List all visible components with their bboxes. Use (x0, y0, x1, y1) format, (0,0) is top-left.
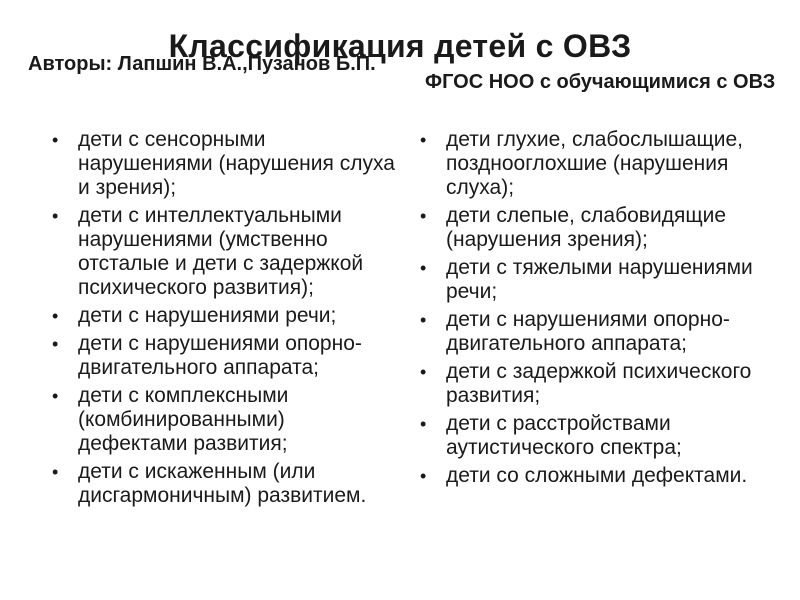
list-item (50, 204, 400, 300)
bullet-icon: • (52, 386, 59, 406)
list-item-text: дети с сенсорными нарушениями (нарушения слуха и зрения); (78, 128, 395, 199)
left-bullet-list (50, 128, 400, 512)
bullet-icon: • (420, 362, 427, 382)
list-item-text: дети с тяжелыми нарушениями речи; (446, 256, 753, 303)
list-item-text: дети со сложными дефектами. (446, 464, 748, 487)
list-item-text: дети с расстройствами аутистического спектра; (446, 412, 682, 459)
bullet-icon: • (52, 130, 59, 150)
right-bullet-list (418, 128, 790, 492)
bullet-icon: • (52, 306, 59, 326)
list-item-text: дети слепые, слабовидящие (нарушения зрения); (446, 204, 727, 251)
list-item (50, 128, 400, 200)
list-item (50, 304, 400, 328)
list-item-text: дети с нарушениями речи; (78, 304, 337, 327)
list-item (418, 308, 790, 356)
bullet-icon: • (420, 258, 427, 278)
bullet-icon: • (420, 206, 427, 226)
list-item (418, 204, 790, 252)
list-item (418, 412, 790, 460)
list-item-text: дети с комплексными (комбинированными) дефектами развития; (78, 384, 289, 455)
bullet-icon: • (420, 130, 427, 150)
right-column-heading: ФГОС НОО с обучающимися с ОВЗ (425, 71, 776, 93)
list-item (418, 128, 790, 200)
list-item-text: дети с задержкой психического развития; (446, 360, 752, 407)
list-item-text: дети с искаженным (или дисгармоничным) развитием. (78, 460, 367, 507)
list-item-text: дети с нарушениями опорно-двигательного аппарата; (446, 308, 730, 355)
bullet-icon: • (52, 462, 59, 482)
slide-title: Классификация детей с ОВЗ (168, 28, 632, 64)
list-item (50, 384, 400, 456)
bullet-icon: • (420, 414, 427, 434)
list-item (418, 464, 790, 488)
list-item (418, 256, 790, 304)
list-item-text: дети с интеллектуальными нарушениями (умственно отсталые и дети с задержкой психического развития); (78, 204, 364, 299)
bullet-icon: • (420, 310, 427, 330)
left-column-heading: Авторы: Лапшин В.А.,Пузанов Б.П. (28, 53, 376, 75)
list-item (50, 460, 400, 508)
list-item (50, 332, 400, 380)
list-item-text: дети с нарушениями опорно-двигательного аппарата; (78, 332, 362, 379)
list-item-text: дети глухие, слабослышащие, позднооглохшие (нарушения слуха); (446, 128, 743, 199)
bullet-icon: • (52, 334, 59, 354)
bullet-icon: • (52, 206, 59, 226)
list-item (418, 360, 790, 408)
bullet-icon: • (420, 466, 427, 486)
